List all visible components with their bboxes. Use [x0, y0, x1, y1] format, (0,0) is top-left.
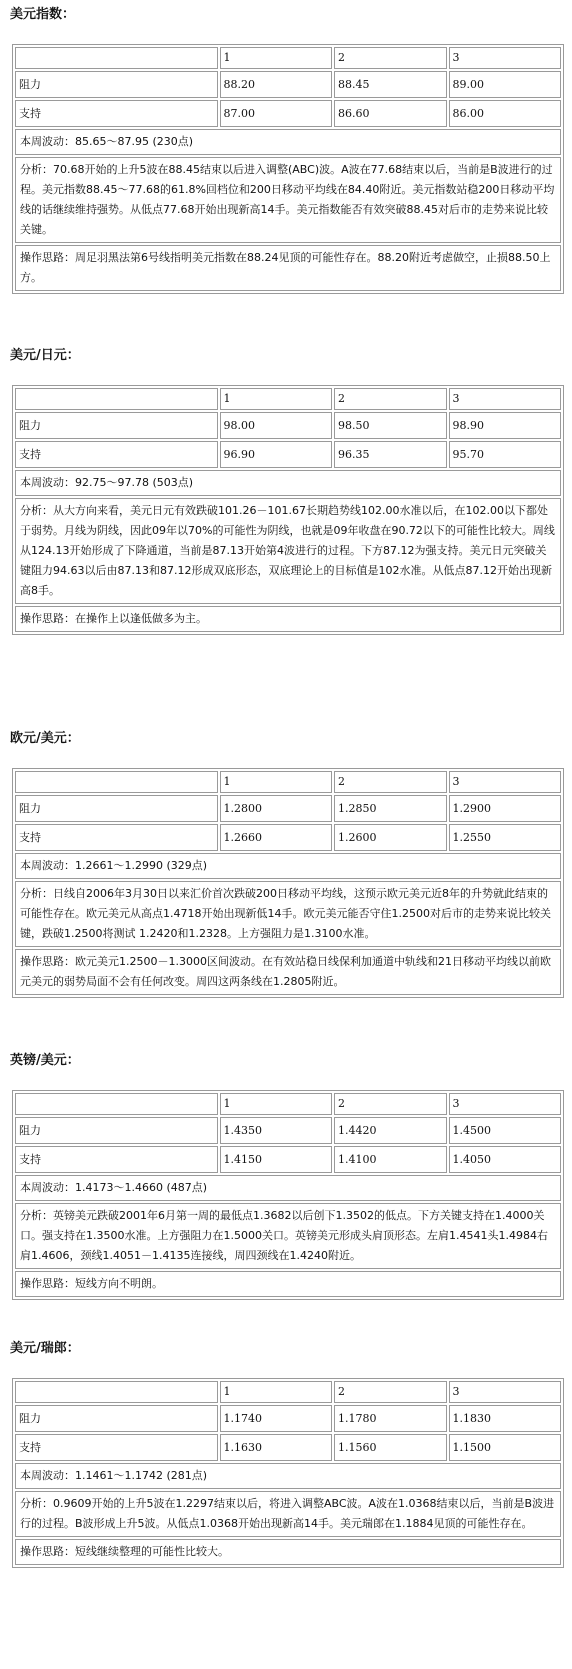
resistance-value: 1.2850 — [334, 795, 447, 822]
resistance-row — [15, 795, 561, 822]
support-value: 86.00 — [449, 100, 562, 127]
header-cell: 1 — [220, 388, 333, 410]
strategy-text: 操作思路：短线方向不明朗。 — [15, 1271, 561, 1297]
levels-table — [12, 385, 564, 635]
resistance-value: 88.45 — [334, 71, 447, 98]
resistance-row — [15, 1405, 561, 1432]
support-value: 1.1630 — [220, 1434, 333, 1461]
section-title: 美元指数： — [10, 7, 76, 22]
resistance-value: 98.00 — [220, 412, 333, 439]
header-cell: 1 — [220, 47, 333, 69]
resistance-row — [15, 412, 561, 439]
analysis-text: 分析：从大方向来看，美元日元有效跌破101.26－101.67长期趋势线102.00水准以后，在102.00以下都处于弱势。月线为阴线，因此09年以70%的可能性为阴线，也就是09年收盘在90.72以下的可能性比较大。周线从124.13开始形成了下降通道，当前是87.13开始第4波进行的过程。下方87.12为强支持。美元日元突破关键阻力94.63以后由87.13和87.12形成双底形态，双底理论上的目标值是102水准。从低点87.12开始出现新高8手。 — [15, 498, 561, 604]
support-value: 86.60 — [334, 100, 447, 127]
weekly-range-row — [15, 1463, 561, 1489]
levels-table — [12, 44, 564, 294]
weekly-range-row — [15, 470, 561, 496]
table-header-row — [15, 47, 561, 69]
resistance-value: 1.2900 — [449, 795, 562, 822]
support-value: 1.4150 — [220, 1146, 333, 1173]
row-label: 阻力 — [15, 1117, 218, 1144]
weekly-range: 本周波动：1.2661～1.2990 (329点) — [15, 853, 561, 879]
resistance-row — [15, 1117, 561, 1144]
strategy-row — [15, 1539, 561, 1565]
support-value: 87.00 — [220, 100, 333, 127]
header-cell: 3 — [449, 1381, 562, 1403]
strategy-row — [15, 606, 561, 632]
strategy-row — [15, 949, 561, 995]
row-label: 支持 — [15, 1434, 218, 1461]
levels-table — [12, 1378, 564, 1568]
analysis-text: 分析：70.68开始的上升5波在88.45结束以后进入调整(ABC)波。A波在77.68结束以后，当前是B波进行的过程。美元指数88.45～77.68的61.8%回档位和200日移动平均线在84.40附近。美元指数站稳200日移动平均线的话继续维持强势。从低点77.68开始出现新高14手。美元指数能否有效突破88.45对后市的走势来说比较关键。 — [15, 157, 561, 243]
header-cell — [15, 388, 218, 410]
support-row — [15, 441, 561, 468]
section-title: 英镑/美元： — [10, 1053, 80, 1068]
resistance-value: 1.1740 — [220, 1405, 333, 1432]
row-label: 阻力 — [15, 412, 218, 439]
weekly-range: 本周波动：1.4173～1.4660 (487点) — [15, 1175, 561, 1201]
analysis-row — [15, 1491, 561, 1537]
header-cell: 1 — [220, 1093, 333, 1115]
table-header-row — [15, 388, 561, 410]
header-cell: 2 — [334, 1381, 447, 1403]
analysis-text: 分析：英镑美元跌破2001年6月第一周的最低点1.3682以后创下1.3502的低点。下方关键支持在1.4000关口。强支持在1.3500水准。上方强阻力在1.5000关口。英镑美元形成头肩顶形态。左肩1.4541头1.4984右肩1.4606，颈线1.4051－1.4135连接线，周四颈线在1.4240附近。 — [15, 1203, 561, 1269]
resistance-row — [15, 71, 561, 98]
analysis-text: 分析：0.9609开始的上升5波在1.2297结束以后，将进入调整ABC波。A波在1.0368结束以后，当前是B波进行的过程。B波形成上升5波。从低点1.0368开始出现新高14手。美元瑞郎在1.1884见顶的可能性存在。 — [15, 1491, 561, 1537]
strategy-text: 操作思路：在操作上以逢低做多为主。 — [15, 606, 561, 632]
row-label: 阻力 — [15, 1405, 218, 1432]
resistance-value: 1.4350 — [220, 1117, 333, 1144]
weekly-range: 本周波动：1.1461～1.1742 (281点) — [15, 1463, 561, 1489]
support-value: 95.70 — [449, 441, 562, 468]
table-header-row — [15, 771, 561, 793]
weekly-range-row — [15, 1175, 561, 1201]
analysis-row — [15, 498, 561, 604]
section-title: 美元/瑞郎： — [10, 1341, 80, 1356]
strategy-text: 操作思路：短线继续整理的可能性比较大。 — [15, 1539, 561, 1565]
support-row — [15, 1434, 561, 1461]
header-cell: 2 — [334, 1093, 447, 1115]
analysis-row — [15, 881, 561, 947]
row-label: 支持 — [15, 100, 218, 127]
header-cell — [15, 1093, 218, 1115]
table-header-row — [15, 1381, 561, 1403]
strategy-row — [15, 245, 561, 291]
support-value: 96.35 — [334, 441, 447, 468]
analysis-row — [15, 1203, 561, 1269]
support-value: 1.1560 — [334, 1434, 447, 1461]
resistance-value: 89.00 — [449, 71, 562, 98]
resistance-value: 98.90 — [449, 412, 562, 439]
analysis-row — [15, 157, 561, 243]
header-cell: 2 — [334, 771, 447, 793]
header-cell — [15, 1381, 218, 1403]
header-cell: 3 — [449, 388, 562, 410]
weekly-range: 本周波动：85.65～87.95 (230点) — [15, 129, 561, 155]
analysis-text: 分析：日线自2006年3月30日以来汇价首次跌破200日移动平均线，这预示欧元美元近8年的升势就此结束的可能性存在。欧元美元从高点1.4718开始出现新低14手。欧元美元能否守住1.2500对后市的走势来说比较关键，跌破1.2500将测试 1.2420和1.2328。上方强阻力是1.3100水准。 — [15, 881, 561, 947]
resistance-value: 1.1780 — [334, 1405, 447, 1432]
header-cell: 3 — [449, 771, 562, 793]
header-cell: 1 — [220, 1381, 333, 1403]
weekly-range-row — [15, 129, 561, 155]
strategy-text: 操作思路：周足羽黑法第6号线指明美元指数在88.24见顶的可能性存在。88.20附近考虑做空，止损88.50上方。 — [15, 245, 561, 291]
support-value: 1.2550 — [449, 824, 562, 851]
header-cell: 2 — [334, 47, 447, 69]
support-value: 1.1500 — [449, 1434, 562, 1461]
support-row — [15, 824, 561, 851]
support-value: 1.2600 — [334, 824, 447, 851]
resistance-value: 1.1830 — [449, 1405, 562, 1432]
row-label: 支持 — [15, 824, 218, 851]
table-header-row — [15, 1093, 561, 1115]
header-cell: 3 — [449, 47, 562, 69]
resistance-value: 1.4500 — [449, 1117, 562, 1144]
strategy-row — [15, 1271, 561, 1297]
weekly-range-row — [15, 853, 561, 879]
strategy-text: 操作思路：欧元美元1.2500－1.3000区间波动。在有效站稳日线保利加通道中轨线和21日移动平均线以前欧元美元的弱势局面不会有任何改变。周四这两条线在1.2805附近。 — [15, 949, 561, 995]
support-value: 1.4100 — [334, 1146, 447, 1173]
resistance-value: 98.50 — [334, 412, 447, 439]
row-label: 支持 — [15, 441, 218, 468]
row-label: 阻力 — [15, 795, 218, 822]
support-value: 96.90 — [220, 441, 333, 468]
support-row — [15, 1146, 561, 1173]
section-title: 美元/日元： — [10, 348, 80, 363]
weekly-range: 本周波动：92.75～97.78 (503点) — [15, 470, 561, 496]
resistance-value: 1.4420 — [334, 1117, 447, 1144]
section-title: 欧元/美元： — [10, 731, 80, 746]
support-value: 1.4050 — [449, 1146, 562, 1173]
header-cell — [15, 47, 218, 69]
header-cell: 2 — [334, 388, 447, 410]
support-row — [15, 100, 561, 127]
header-cell: 3 — [449, 1093, 562, 1115]
header-cell: 1 — [220, 771, 333, 793]
resistance-value: 88.20 — [220, 71, 333, 98]
row-label: 阻力 — [15, 71, 218, 98]
levels-table — [12, 768, 564, 998]
row-label: 支持 — [15, 1146, 218, 1173]
support-value: 1.2660 — [220, 824, 333, 851]
levels-table — [12, 1090, 564, 1300]
resistance-value: 1.2800 — [220, 795, 333, 822]
header-cell — [15, 771, 218, 793]
